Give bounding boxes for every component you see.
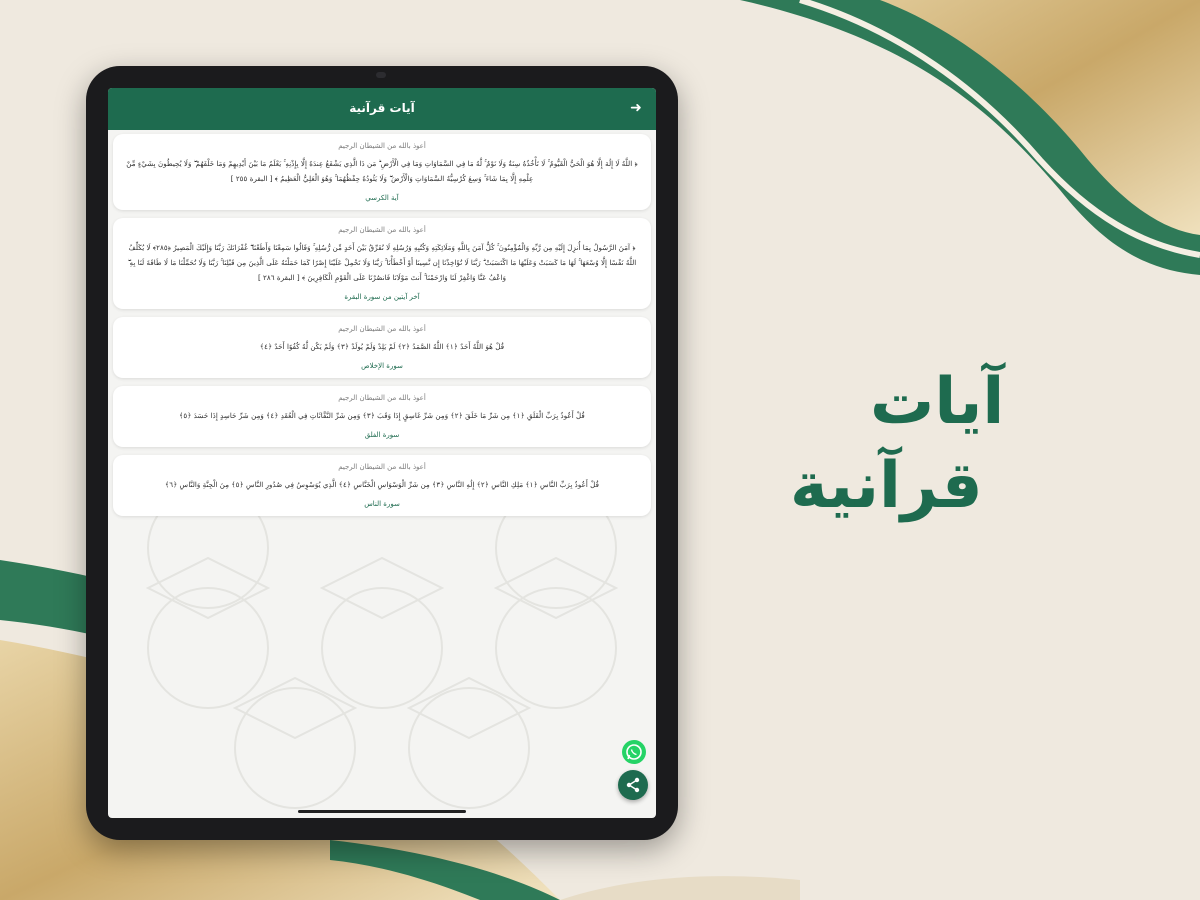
isti-adha: أعوذ بالله من الشيطان الرجيم <box>338 226 426 234</box>
app-screen <box>108 88 656 818</box>
verse-reference: سورة الفلق <box>364 431 400 439</box>
app-bar <box>108 88 656 130</box>
verse-card[interactable] <box>113 386 651 447</box>
verse-text: قُلْ أَعُوذُ بِرَبِّ الْفَلَقِ ﴿١﴾ مِن شَرِّ مَا خَلَقَ ﴿٢﴾ وَمِن شَرِّ غَاسِقٍ إِذَا وَقَبَ ﴿٣﴾ وَمِن شَرِّ النَّفَّاثَاتِ فِي الْعُقَدِ ﴿٤﴾ وَمِن شَرِّ حَاسِدٍ إِذَا حَسَدَ ﴿٥﴾ <box>179 411 585 420</box>
home-indicator <box>298 810 466 813</box>
promo-title-line1: آيات <box>870 365 1005 439</box>
isti-adha: أعوذ بالله من الشيطان الرجيم <box>338 142 426 150</box>
isti-adha: أعوذ بالله من الشيطان الرجيم <box>338 325 426 333</box>
isti-adha: أعوذ بالله من الشيطان الرجيم <box>338 394 426 402</box>
verses-list <box>113 134 651 524</box>
promo-title <box>790 360 1050 528</box>
verse-reference: آخر آيتين من سورة البقرة <box>344 293 420 301</box>
camera <box>376 72 386 78</box>
verse-reference: سورة الإخلاص <box>361 362 403 370</box>
arrow-back-icon[interactable]: ➜ <box>630 100 642 116</box>
isti-adha: أعوذ بالله من الشيطان الرجيم <box>338 463 426 471</box>
verse-card[interactable] <box>113 317 651 378</box>
tablet-frame <box>86 66 678 840</box>
whatsapp-icon <box>622 740 646 764</box>
verse-card[interactable] <box>113 218 651 309</box>
verse-text: ﴿ اللَّهُ لَا إِلَٰهَ إِلَّا هُوَ الْحَيُّ الْقَيُّومُ ۚ لَا تَأْخُذُهُ سِنَةٌ وَلَا نَوْمٌ ۚ لَّهُ مَا فِي السَّمَاوَاتِ وَمَا فِي الْأَرْضِ ۗ مَن ذَا الَّذِي يَشْفَعُ عِندَهُ إِلَّا بِإِذْنِهِ ۚ يَعْلَمُ مَا بَيْنَ أَيْدِيهِمْ وَمَا خَلْفَهُمْ ۖ وَلَا يُحِيطُونَ بِشَيْءٍ مِّنْ عِلْمِهِ إِلَّا بِمَا شَاءَ ۚ وَسِعَ كُرْسِيُّهُ السَّمَاوَاتِ وَالْأَرْضَ ۖ وَلَا يَئُودُهُ حِفْظُهُمَا ۚ وَهُوَ الْعَلِيُّ الْعَظِيمُ ﴾ [ البقرة ٢٥٥ ] <box>126 159 638 183</box>
verse-text: قُلْ أَعُوذُ بِرَبِّ النَّاسِ ﴿١﴾ مَلِكِ النَّاسِ ﴿٢﴾ إِلَٰهِ النَّاسِ ﴿٣﴾ مِن شَرِّ الْوَسْوَاسِ الْخَنَّاسِ ﴿٤﴾ الَّذِي يُوَسْوِسُ فِي صُدُورِ النَّاسِ ﴿٥﴾ مِنَ الْجِنَّةِ وَالنَّاسِ ﴿٦﴾ <box>164 480 600 489</box>
verse-card[interactable] <box>113 455 651 516</box>
app-bar-title: آيات قرآنية <box>349 101 415 115</box>
share-icon <box>618 770 648 800</box>
verse-reference: سورة الناس <box>364 500 400 508</box>
verse-text: ﴿ آمَنَ الرَّسُولُ بِمَا أُنزِلَ إِلَيْهِ مِن رَّبِّهِ وَالْمُؤْمِنُونَ ۚ كُلٌّ آمَنَ بِاللَّهِ وَمَلَائِكَتِهِ وَكُتُبِهِ وَرُسُلِهِ لَا نُفَرِّقُ بَيْنَ أَحَدٍ مِّن رُّسُلِهِ ۚ وَقَالُوا سَمِعْنَا وَأَطَعْنَا ۖ غُفْرَانَكَ رَبَّنَا وَإِلَيْكَ الْمَصِيرُ ﴿٢٨٥﴾ لَا يُكَلِّفُ اللَّهُ نَفْسًا إِلَّا وُسْعَهَا ۚ لَهَا مَا كَسَبَتْ وَعَلَيْهَا مَا اكْتَسَبَتْ ۗ رَبَّنَا لَا تُؤَاخِذْنَا إِن نَّسِينَا أَوْ أَخْطَأْنَا ۚ رَبَّنَا وَلَا تَحْمِلْ عَلَيْنَا إِصْرًا كَمَا حَمَلْتَهُ عَلَى الَّذِينَ مِن قَبْلِنَا ۚ رَبَّنَا وَلَا تُحَمِّلْنَا مَا لَا طَاقَةَ لَنَا بِهِ ۖ وَاعْفُ عَنَّا وَاغْفِرْ لَنَا وَارْحَمْنَا ۚ أَنتَ مَوْلَانَا فَانصُرْنَا عَلَى الْقَوْمِ الْكَافِرِينَ ﴾ [ البقرة ٢٨٦ ] <box>127 243 637 282</box>
verse-card[interactable] <box>113 134 651 210</box>
share-button[interactable] <box>618 770 648 800</box>
promo-title-line2: قرآنية <box>790 449 983 523</box>
verse-text: قُلْ هُوَ اللَّهُ أَحَدٌ ﴿١﴾ اللَّهُ الصَّمَدُ ﴿٢﴾ لَمْ يَلِدْ وَلَمْ يُولَدْ ﴿٣﴾ وَلَمْ يَكُن لَّهُ كُفُوًا أَحَدٌ ﴿٤﴾ <box>259 342 505 351</box>
whatsapp-button[interactable] <box>622 740 646 764</box>
verse-reference: آية الكرسي <box>365 194 399 202</box>
